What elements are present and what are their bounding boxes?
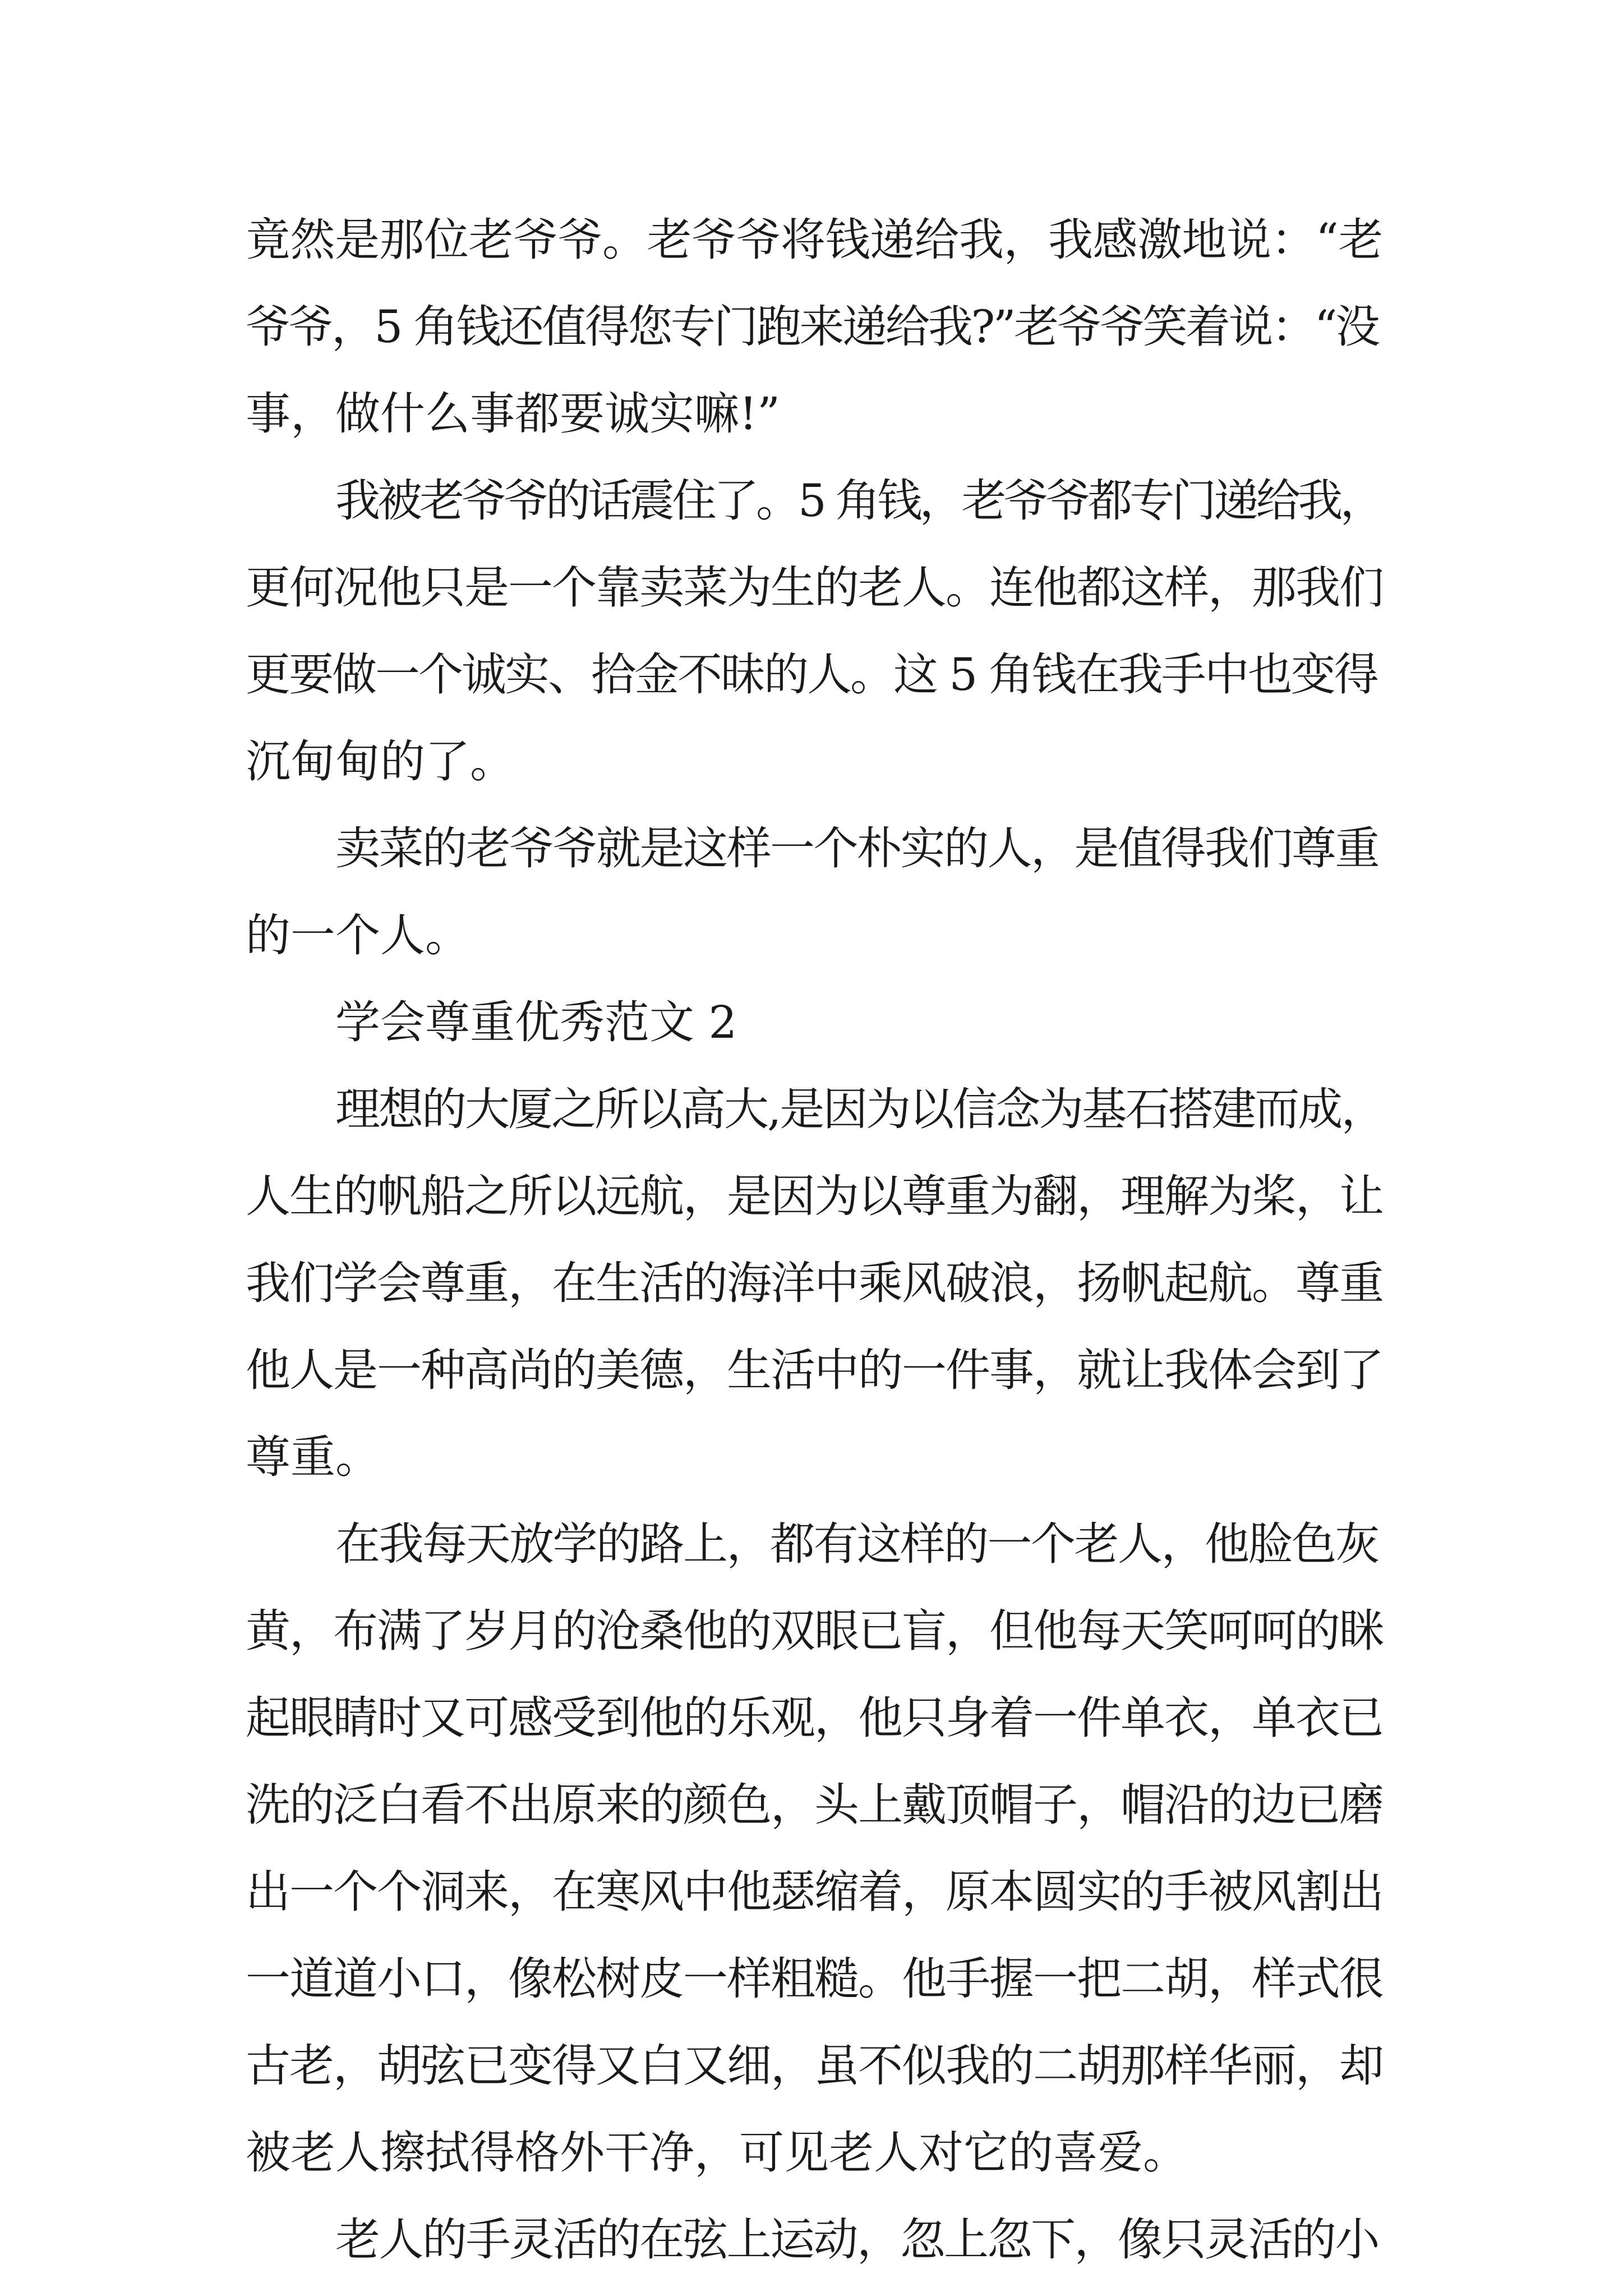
text-line: 的一个人。 bbox=[246, 909, 470, 961]
text-line: 老人的手灵活的在弦上运动，忽上忽下，像只灵活的小 bbox=[335, 2214, 1378, 2266]
text-line: 人生的帆船之所以远航，是因为以尊重为翻，理解为桨，让 bbox=[246, 1170, 1383, 1222]
text-line: 理想的大厦之所以高大,是因为以信念为基石搭建而成， bbox=[335, 1083, 1385, 1135]
body-text bbox=[246, 196, 1384, 2283]
text-line: 他人是一种高尚的美德，生活中的一件事，就让我体会到了 bbox=[246, 1344, 1383, 1396]
text-line: 竟然是那位老爷爷。老爷爷将钱递给我，我感激地说：“老 bbox=[246, 214, 1383, 266]
text-line: 我们学会尊重，在生活的海洋中乘风破浪，扬帆起航。尊重 bbox=[246, 1257, 1383, 1309]
text-line: 出一个个洞来，在寒风中他瑟缩着，原本圆实的手被风割出 bbox=[246, 1866, 1383, 1918]
text-line: 更要做一个诚实、拾金不昧的人。这 5 角钱在我手中也变得 bbox=[246, 648, 1377, 701]
text-line: 一道道小口，像松树皮一样粗糙。他手握一把二胡，样式很 bbox=[246, 1953, 1383, 2005]
text-line: 更何况他只是一个靠卖菜为生的老人。连他都这样，那我们 bbox=[246, 562, 1383, 614]
text-line: 爷爷，5 角钱还值得您专门跑来递给我?”老爷爷笑着说：“没 bbox=[246, 301, 1378, 353]
text-line: 黄，布满了岁月的沧桑他的双眼已盲，但他每天笑呵呵的眯 bbox=[246, 1605, 1383, 1657]
text-line: 古老，胡弦已变得又白又细，虽不似我的二胡那样华丽，却 bbox=[246, 2040, 1383, 2092]
text-line: 在我每天放学的路上，都有这样的一个老人，他脸色灰 bbox=[335, 1518, 1378, 1570]
text-line: 卖菜的老爷爷就是这样一个朴实的人，是值得我们尊重 bbox=[335, 822, 1378, 875]
text-line: 沉甸甸的了。 bbox=[246, 735, 515, 788]
text-line: 尊重。 bbox=[246, 1431, 380, 1483]
text-line: 我被老爷爷的话震住了。5 角钱，老爷爷都专门递给我， bbox=[335, 475, 1382, 527]
text-line: 被老人擦拭得格外干净，可见老人对它的喜爱。 bbox=[246, 2127, 1188, 2179]
section-heading: 学会尊重优秀范文 2 bbox=[335, 996, 737, 1048]
text-line: 起眼睛时又可感受到他的乐观，他只身着一件单衣，单衣已 bbox=[246, 1692, 1383, 1744]
text-line: 事，做什么事都要诚实嘛!” bbox=[246, 388, 781, 440]
text-line: 洗的泛白看不出原来的颜色，头上戴顶帽子，帽沿的边已磨 bbox=[246, 1779, 1383, 1831]
